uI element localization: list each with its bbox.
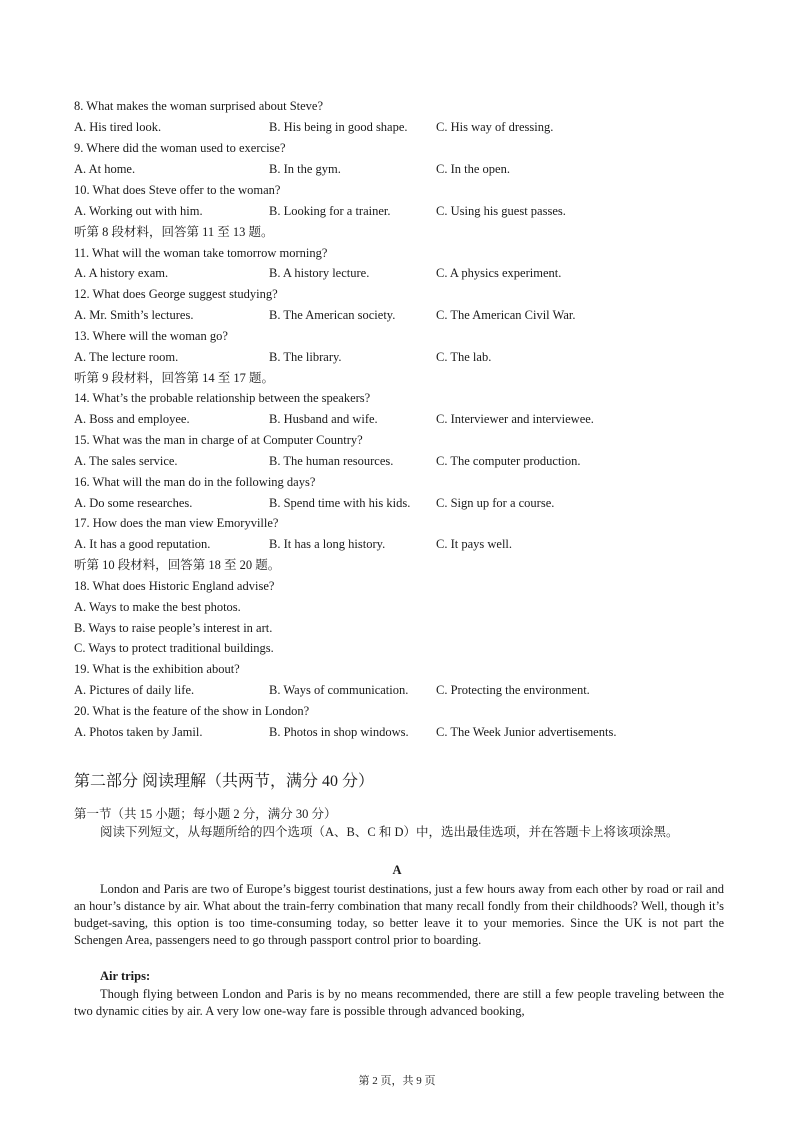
- option-10a: A. Working out with him.: [74, 204, 203, 218]
- question-15: 15. What was the man in charge of at Computer Country?: [74, 433, 363, 447]
- question-16: 16. What will the man do in the following days?: [74, 475, 316, 489]
- question-11: 11. What will the woman take tomorrow morning?: [74, 246, 328, 260]
- section-instruction: 阅读下列短文，从每题所给的四个选项（A、B、C 和 D）中，选出最佳选项，并在答题卡上将该项涂黑。: [100, 825, 679, 839]
- option-17c: C. It pays well.: [436, 537, 513, 551]
- option-11a: A. A history exam.: [74, 266, 169, 280]
- option-13b: B. The library.: [269, 350, 342, 364]
- passage-subheading: Air trips:: [100, 969, 151, 983]
- option-10b: B. Looking for a trainer.: [269, 204, 391, 218]
- option-17b: B. It has a long history.: [269, 537, 386, 551]
- option-16c: C. Sign up for a course.: [436, 496, 555, 510]
- question-8: 8. What makes the woman surprised about Steve?: [74, 99, 324, 113]
- segment-8-instruction: 听第 8 段材料，回答第 11 至 13 题。: [74, 225, 274, 239]
- option-15a: A. The sales service.: [74, 454, 178, 468]
- option-20c: C. The Week Junior advertisements.: [436, 725, 617, 739]
- option-18b: B. Ways to raise people’s interest in art.: [74, 621, 273, 635]
- option-12c: C. The American Civil War.: [436, 308, 576, 322]
- option-9b: B. In the gym.: [269, 162, 341, 176]
- question-9: 9. Where did the woman used to exercise?: [74, 141, 286, 155]
- question-18: 18. What does Historic England advise?: [74, 579, 275, 593]
- option-19b: B. Ways of communication.: [269, 683, 409, 697]
- option-15c: C. The computer production.: [436, 454, 581, 468]
- option-14b: B. Husband and wife.: [269, 412, 378, 426]
- question-19: 19. What is the exhibition about?: [74, 662, 240, 676]
- question-20: 20. What is the feature of the show in London?: [74, 704, 310, 718]
- option-18c: C. Ways to protect traditional buildings.: [74, 641, 274, 655]
- option-11c: C. A physics experiment.: [436, 266, 562, 280]
- question-17: 17. How does the man view Emoryville?: [74, 516, 279, 530]
- option-9a: A. At home.: [74, 162, 136, 176]
- passage-title: A: [392, 863, 402, 877]
- page-footer: 第 2 页，共 9 页: [358, 1075, 436, 1087]
- option-17a: A. It has a good reputation.: [74, 537, 211, 551]
- segment-9-instruction: 听第 9 段材料，回答第 14 至 17 题。: [74, 371, 275, 385]
- option-11b: B. A history lecture.: [269, 266, 370, 280]
- passage-paragraph-2: Though flying between London and Paris is by no means recommended, there are still a few people traveling between the two dynamic cities by air. A very low one-way fare is possible through advanced booking,: [74, 987, 724, 1018]
- option-14c: C. Interviewer and interviewee.: [436, 412, 594, 426]
- option-16a: A. Do some researches.: [74, 496, 193, 510]
- segment-10-instruction: 听第 10 段材料，回答第 18 至 20 题。: [74, 558, 281, 572]
- question-14: 14. What’s the probable relationship between the speakers?: [74, 391, 371, 405]
- section-title: 第二部分 阅读理解（共两节，满分 40 分）: [74, 773, 375, 790]
- option-20a: A. Photos taken by Jamil.: [74, 725, 203, 739]
- option-15b: B. The human resources.: [269, 454, 394, 468]
- option-10c: C. Using his guest passes.: [436, 204, 566, 218]
- option-14a: A. Boss and employee.: [74, 412, 190, 426]
- question-10: 10. What does Steve offer to the woman?: [74, 183, 281, 197]
- option-12a: A. Mr. Smith’s lectures.: [74, 308, 194, 322]
- option-19a: A. Pictures of daily life.: [74, 683, 195, 697]
- option-12b: B. The American society.: [269, 308, 396, 322]
- option-8a: A. His tired look.: [74, 120, 162, 134]
- option-13a: A. The lecture room.: [74, 350, 179, 364]
- passage-paragraph-1: London and Paris are two of Europe’s biggest tourist destinations, just a few hours away from each other by road or rail and an hour’s distance by air. What about the train-ferry combination that many recall fondly from their childhoods? Well, though it’s budget-saving, this option is too time-consuming today, so better leave it to your memories. Since the UK is not part the Schengen Area, passengers need to go through passport control prior to boarding.: [74, 882, 724, 947]
- option-8b: B. His being in good shape.: [269, 120, 408, 134]
- option-13c: C. The lab.: [436, 350, 492, 364]
- option-18a: A. Ways to make the best photos.: [74, 600, 241, 614]
- question-12: 12. What does George suggest studying?: [74, 287, 278, 301]
- option-9c: C. In the open.: [436, 162, 510, 176]
- option-8c: C. His way of dressing.: [436, 120, 554, 134]
- option-20b: B. Photos in shop windows.: [269, 725, 409, 739]
- option-16b: B. Spend time with his kids.: [269, 496, 411, 510]
- option-19c: C. Protecting the environment.: [436, 683, 590, 697]
- section-subtitle: 第一节（共 15 小题；每小题 2 分，满分 30 分）: [74, 807, 337, 821]
- question-13: 13. Where will the woman go?: [74, 329, 228, 343]
